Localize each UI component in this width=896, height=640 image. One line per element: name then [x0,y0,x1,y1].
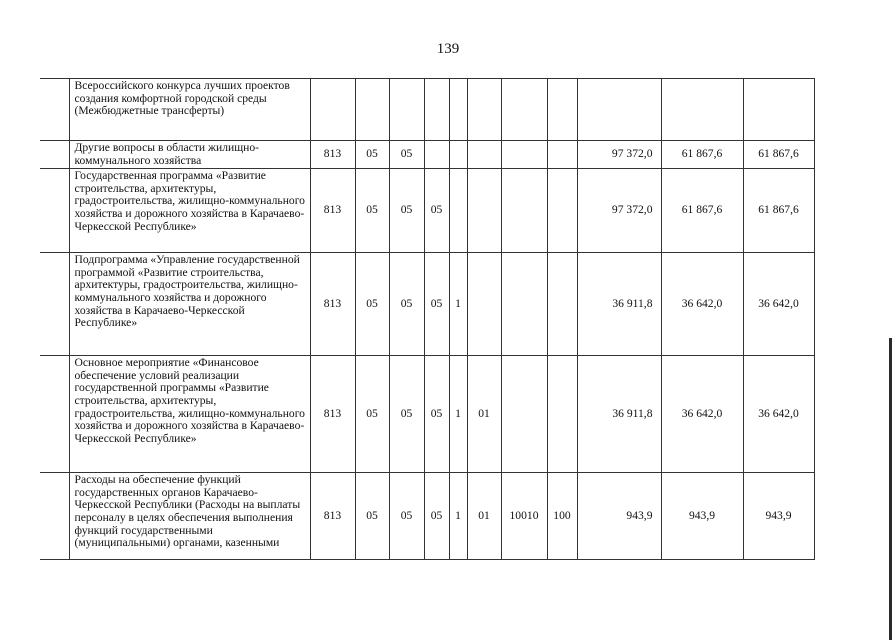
code-program: 05 [424,253,449,356]
amount-year-3: 943,9 [743,473,814,560]
code-subsection: 05 [389,356,424,473]
code-subsection: 05 [389,473,424,560]
budget-table [40,78,815,560]
code-program: 05 [424,356,449,473]
code-ministry: 813 [310,356,355,473]
amount-year-2: 61 867,6 [661,141,743,169]
empty-cell [40,79,69,141]
page-number: 139 [436,41,460,57]
amount-year-1: 36 911,8 [577,253,661,356]
amount-year-3: 61 867,6 [743,169,814,253]
amount-year-1 [577,79,661,141]
table-row [40,473,814,560]
table-row [40,356,814,473]
code-activity: 01 [467,473,501,560]
empty-cell [40,356,69,473]
table-row [40,169,814,253]
code-expense-type [547,141,577,169]
code-program [424,79,449,141]
amount-year-1: 943,9 [577,473,661,560]
code-activity [467,79,501,141]
code-subprogram [449,169,467,253]
code-program [424,141,449,169]
amount-year-3: 61 867,6 [743,141,814,169]
code-subprogram: 1 [449,473,467,560]
code-ministry [310,79,355,141]
code-ministry: 813 [310,253,355,356]
code-subprogram: 1 [449,356,467,473]
amount-year-2 [661,79,743,141]
code-activity [467,169,501,253]
code-direction [501,169,547,253]
amount-year-2: 36 642,0 [661,253,743,356]
code-program: 05 [424,169,449,253]
code-expense-type [547,169,577,253]
table-row [40,253,814,356]
amount-year-2: 61 867,6 [661,169,743,253]
code-subsection: 05 [389,169,424,253]
row-description: Основное мероприятие «Финансовое обеспечение условий реализации государственной программы «Развитие строительства, архитектуры, градостроительства, жилищно-коммунального хозяйства и дорожного хозяйства в Карачаево-Черкесской Республике» [69,356,310,473]
code-expense-type [547,253,577,356]
code-activity: 01 [467,356,501,473]
amount-year-3 [743,79,814,141]
row-description: Расходы на обеспечение функций государственных органов Карачаево-Черкесской Республики (Расходы на выплаты персоналу в целях обеспечения выполнения функций государственными (муниципальными) органами, казенными [69,473,310,560]
code-activity [467,253,501,356]
code-subsection: 05 [389,253,424,356]
row-description: Всероссийского конкурса лучших проектов создания комфортной городской среды (Межбюджетные трансферты) [69,79,310,141]
code-ministry: 813 [310,169,355,253]
amount-year-2: 943,9 [661,473,743,560]
table-row [40,79,814,141]
code-expense-type [547,356,577,473]
amount-year-3: 36 642,0 [743,253,814,356]
code-direction [501,141,547,169]
code-ministry: 813 [310,473,355,560]
code-subprogram: 1 [449,253,467,356]
row-description: Подпрограмма «Управление государственной программой «Развитие строительства, архитектуры, градостроительства, жилищно-коммунального хозяйства и дорожного хозяйства в Карачаево-Черкесской Республике» [69,253,310,356]
code-direction: 10010 [501,473,547,560]
code-expense-type [547,79,577,141]
empty-cell [40,253,69,356]
row-description: Государственная программа «Развитие строительства, архитектуры, градостроительства, жилищно-коммунального хозяйства и дорожного хозяйства в Карачаево-Черкесской Республике» [69,169,310,253]
scan-edge-line [889,338,892,640]
amount-year-1: 36 911,8 [577,356,661,473]
code-section [355,79,389,141]
code-subprogram [449,141,467,169]
code-expense-type: 100 [547,473,577,560]
table-row [40,141,814,169]
amount-year-3: 36 642,0 [743,356,814,473]
code-section: 05 [355,253,389,356]
code-direction [501,253,547,356]
amount-year-1: 97 372,0 [577,169,661,253]
code-direction [501,356,547,473]
code-activity [467,141,501,169]
code-program: 05 [424,473,449,560]
amount-year-2: 36 642,0 [661,356,743,473]
code-section: 05 [355,169,389,253]
empty-cell [40,473,69,560]
code-ministry: 813 [310,141,355,169]
code-section: 05 [355,473,389,560]
code-section: 05 [355,141,389,169]
code-direction [501,79,547,141]
code-subprogram [449,79,467,141]
empty-cell [40,169,69,253]
code-section: 05 [355,356,389,473]
row-description: Другие вопросы в области жилищно-коммунального хозяйства [69,141,310,169]
code-subsection [389,79,424,141]
amount-year-1: 97 372,0 [577,141,661,169]
code-subsection: 05 [389,141,424,169]
empty-cell [40,141,69,169]
